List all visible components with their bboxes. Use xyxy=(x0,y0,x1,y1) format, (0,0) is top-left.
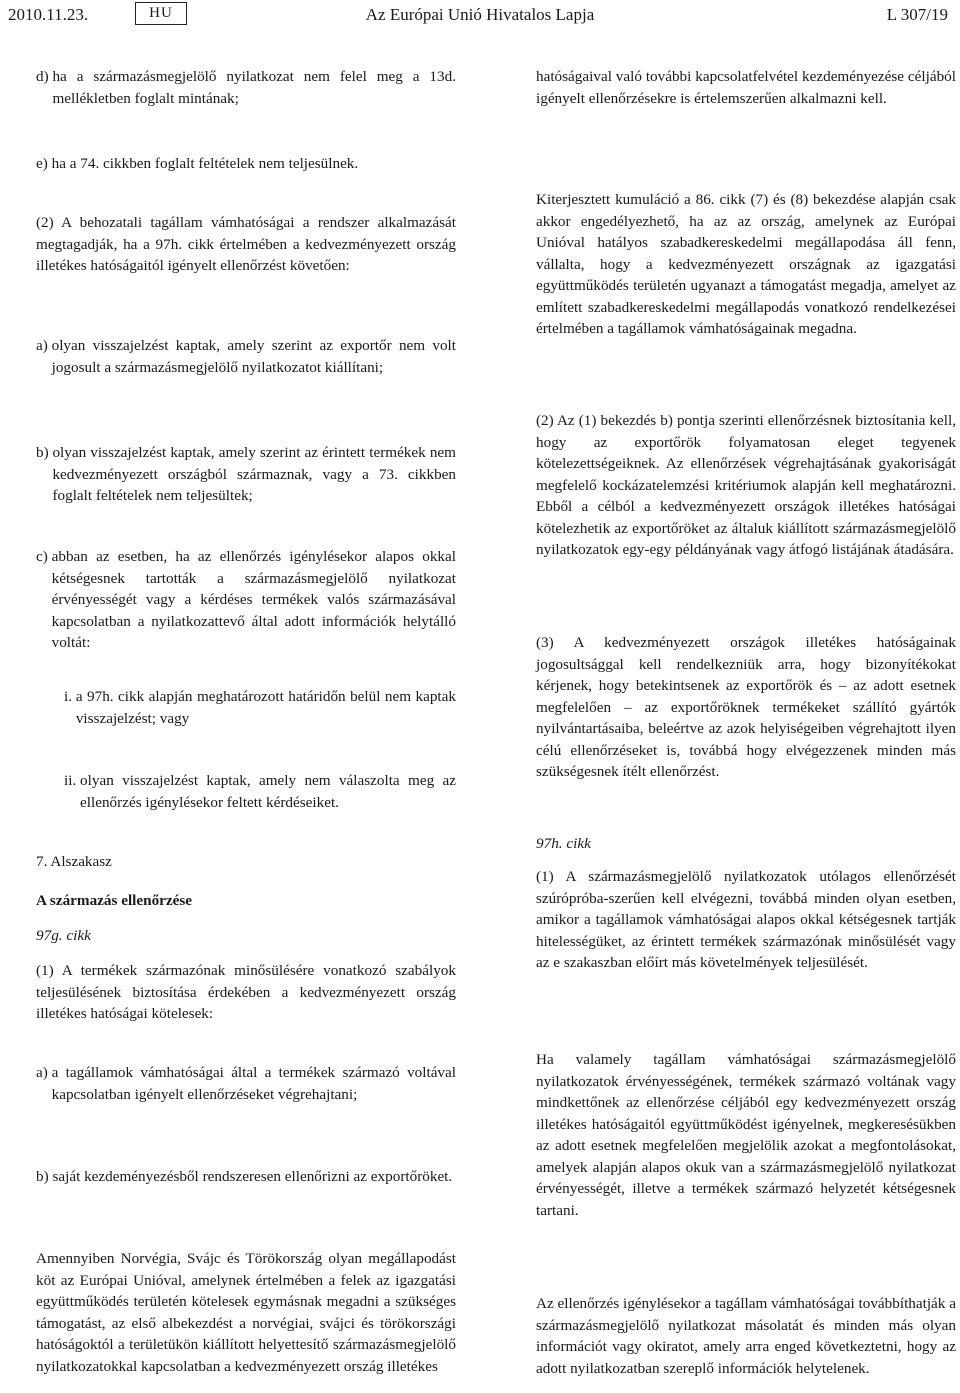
point-c-ii-text: olyan visszajelzést kaptak, amely nem válaszolta meg az ellenőrzés igénylésekor feltett kérdéseiket. xyxy=(80,772,456,811)
point-c-text: abban az esetben, ha az ellenőrzés igénylésekor alapos okkal kétségesnek tartották a származásmegjelölő nyilatkozat érvényességét vagy a kérdéses termékek valós származásával kapcsolatban a nyilatkozattevő által adott információk helytálló voltát: xyxy=(51,548,456,651)
point-e-text: ha a 74. cikkben foglalt feltételek nem teljesülnek. xyxy=(51,155,359,172)
point-b-97g xyxy=(36,1166,456,1188)
paragraph-2-right: (2) Az (1) bekezdés b) pontja szerinti ellenőrzésnek biztosítania kell, hogy az exportőrök folyamatosan eleget tegyenek kötelezettségeiknek. Az ellenőrzések végrehajtásának gyakoriságát megfelelő kockázatelemzési kritériumok alapján kell meghatározni. Ebből a célból a kedvezményezett országok illetékes hatóságai kötelezhetik az exportőröket az általuk kiállított származásmegjelölő nyilatkozatok egy-egy példányának vagy átfogó listájának átadására. xyxy=(536,412,956,558)
paragraph-3-right: (3) A kedvezményezett országok illetékes hatóságainak jogosultsággal kell rendelkezniük arra, hogy bizonyítékokat kérjenek, hogy betekintsenek az exportőrök és – az adott esetnek megfelelően – az exportőröknek termékeket szállító gyártók nyilvántartásaiba, beleértve az azok helyiségeiben végrehajtott ilyen célú ellenőrzéseket is, továbbá hogy elvégezzenek minden más szükségesnek ítélt ellenőrzést. xyxy=(536,634,956,780)
paragraph-1-97h: (1) A származásmegjelölő nyilatkozatok utólagos ellenőrzését szúrópróba-szerűen kell elvégezni, továbbá minden olyan esetben, amikor a tagállamok vámhatóságai alapos okkal kétségesnek tartják hitelességüket, az érintett termékek származónak minősülését vagy az e szakaszban előírt más követelmények teljesülését. xyxy=(536,868,956,971)
norway-paragraph: Amennyiben Norvégia, Svájc és Törökország olyan megállapodást köt az Európai Unióval, amelynek értelmében a felek az igazgatási együttműködés területén kötelesek egymásnak megadni a szükséges támogatást, az első albekezdést a norvégiai, svájci és törökországi hatóságoktól a területükön kiállított helyettesítő származásmegjelölő nyilatkozatokkal kapcsolatban a kedvezményezett ország illetékes xyxy=(36,1250,456,1375)
point-b-text: olyan visszajelzést kaptak, amely szerint az érintett termékek nem kedvezményezett országból származnak, vagy a 73. cikkben foglalt feltételek nem teljesültek; xyxy=(52,444,456,504)
language-code-box: HU xyxy=(135,2,187,25)
point-a-text: olyan visszajelzést kaptak, amely szerint az exportőr nem volt jogosult a származásmegjelölő nyilatkozatot kiállítani; xyxy=(51,337,456,376)
point-b-97g-label: b) xyxy=(36,1168,53,1185)
journal-title: Az Európai Unió Hivatalos Lapja xyxy=(365,5,595,24)
point-a-97g-label: a) xyxy=(36,1064,52,1081)
point-d xyxy=(36,66,456,109)
section-title: A származás ellenőrzése xyxy=(36,892,193,909)
point-c-label: c) xyxy=(36,548,52,565)
point-c xyxy=(36,546,456,654)
article-97g-heading: 97g. cikk xyxy=(36,927,91,944)
point-a xyxy=(36,335,456,378)
cumulation-paragraph: Kiterjesztett kumuláció a 86. cikk (7) és (8) bekezdése alapján csak akkor engedélyezhető, ha az az ország, amelynek az Európai Unióval hatályos szabadkereskedelmi megállapodása áll fenn, vállalta, hogy a kedvezményezett országnak az igazgatási együttműködés területén ugyanazt a támogatást megadja, amelyet az említett szabadkereskedelmi megállapodás vonatkozó rendelkezései értelmében a tagállamok vámhatóságainak megadna. xyxy=(536,191,956,337)
point-b-label: b) xyxy=(36,444,53,461)
point-e xyxy=(36,153,456,175)
point-c-i xyxy=(64,686,456,729)
point-a-label: a) xyxy=(36,337,52,354)
point-c-ii xyxy=(64,770,456,813)
article-97h-heading: 97h. cikk xyxy=(536,835,591,852)
point-c-i-text: a 97h. cikk alapján meghatározott határidőn belül nem kaptak visszajelzést; vagy xyxy=(75,688,456,727)
point-b-97g-text: saját kezdeményezésből rendszeresen ellenőrizni az exportőröket. xyxy=(52,1168,453,1185)
paragraph-1-97g: (1) A termékek származónak minősülésére vonatkozó szabályok teljesülésének biztosítása érdekében a kedvezményezett ország illetékes hatóságai kötelesek: xyxy=(36,962,456,1022)
attachment-paragraph: Az ellenőrzés igénylésekor a tagállam vámhatóságai továbbíthatják a származásmegjelölő nyilatkozat másolatát és minden más olyan információt vagy okiratot, amely arra enged következtetni, hogy az adott nyilatkozatban szereplő információk helytelenek. xyxy=(536,1295,956,1377)
point-d-text: ha a származásmegjelölő nyilatkozat nem felel meg a 13d. mellékletben foglalt mintának; xyxy=(52,68,456,107)
point-a-97g xyxy=(36,1062,456,1105)
point-c-ii-label: ii. xyxy=(64,772,81,789)
page-header xyxy=(0,2,960,28)
subsection-heading: 7. Alszakasz xyxy=(36,853,112,870)
header-date: 2010.11.23. xyxy=(8,5,89,24)
point-a-97g-text: a tagállamok vámhatóságai által a termékek származó voltával kapcsolatban igényelt ellenőrzéseket végrehajtani; xyxy=(51,1064,456,1103)
point-e-label: e) xyxy=(36,155,52,172)
paragraph-2-left: (2) A behozatali tagállam vámhatóságai a rendszer alkalmazását megtagadják, ha a 97h. cikk értelmében a kedvezményezett ország illetékes hatóságaitól igényelt ellenőrzést követően: xyxy=(36,214,456,274)
point-c-i-label: i. xyxy=(64,688,76,705)
continued-paragraph: hatóságaival való további kapcsolatfelvétel kezdeményezése céljából igényelt ellenőrzésekre is értelemszerűen alkalmazni kell. xyxy=(536,68,956,107)
point-b xyxy=(36,442,456,507)
member-state-paragraph: Ha valamely tagállam vámhatóságai származásmegjelölő nyilatkozatok érvényességének, termékek származó voltának vagy mindkettőnek az ellenőrzése céljából egy kedvezményezett ország illetékes hatóságaitól együttműködést igényelnek, megkeresésükben az adott esetnek megfelelően megjelölik azokat a megfontolásokat, amelyek alapján alapos okuk van a származásmegjelölő nyilatkozat érvényességét, illetve a termékek származó helyzetét kétségesnek tartani. xyxy=(536,1051,956,1219)
page-number: L 307/19 xyxy=(886,5,948,24)
point-d-label: d) xyxy=(36,68,53,85)
